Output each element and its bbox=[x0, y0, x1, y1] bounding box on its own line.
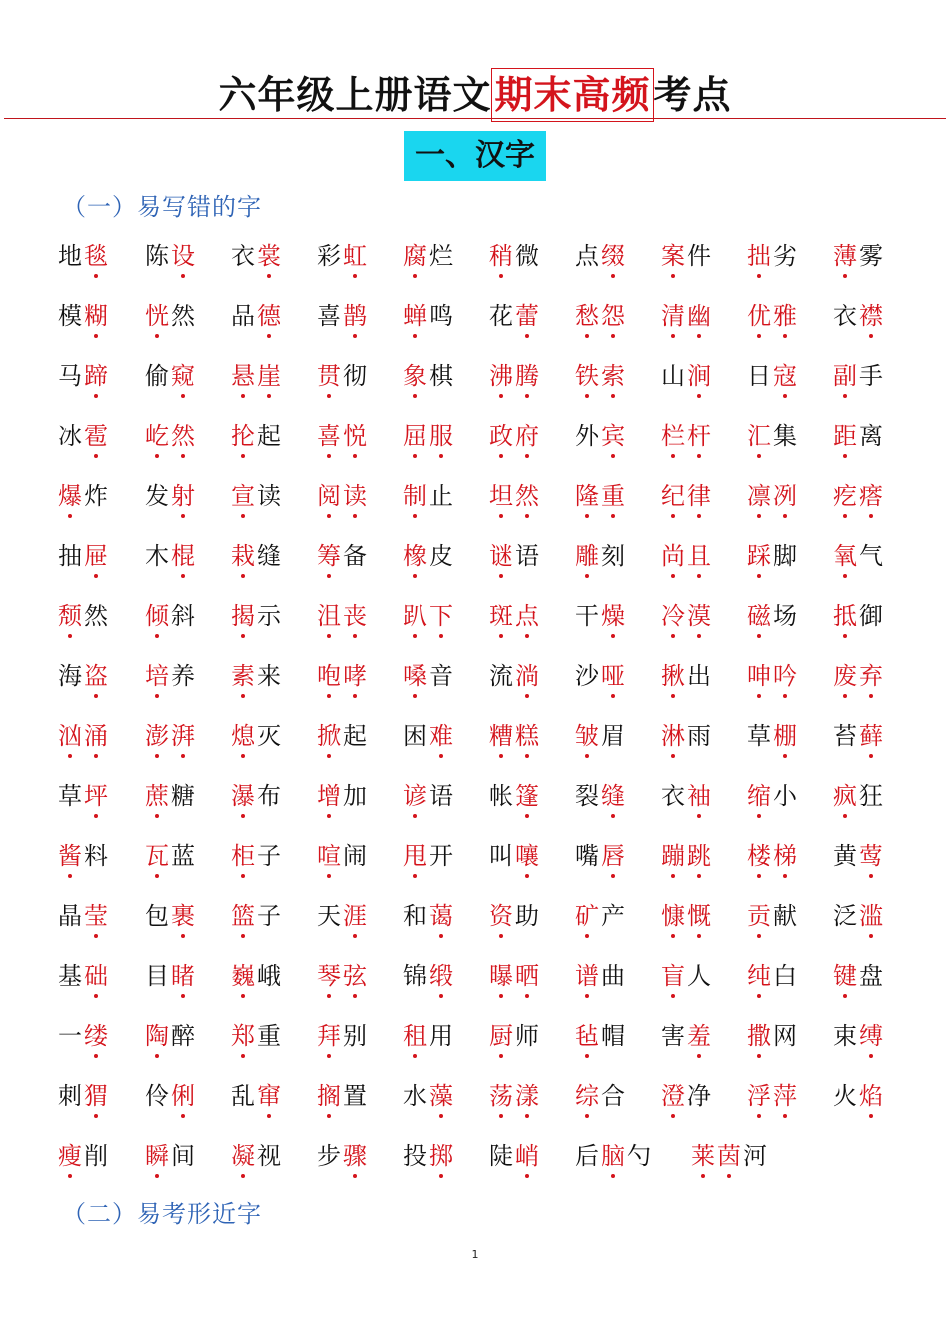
vocab-word: 偷窥 bbox=[145, 356, 197, 396]
vocab-word: 筹备 bbox=[317, 536, 369, 576]
vocab-word: 和蔼 bbox=[403, 896, 455, 936]
title-highlight: 期末高频 bbox=[491, 68, 653, 122]
vocab-word: 木棍 bbox=[145, 536, 197, 576]
vocab-word: 愁怨 bbox=[575, 296, 627, 336]
vocab-word: 嗓音 bbox=[403, 656, 455, 696]
vocab-word: 喧闹 bbox=[317, 836, 369, 876]
vocab-word: 模糊 bbox=[58, 296, 110, 336]
vocab-word: 花蕾 bbox=[489, 296, 541, 336]
vocab-word: 培养 bbox=[145, 656, 197, 696]
vocab-word: 甩开 bbox=[403, 836, 455, 876]
vocab-word: 澄净 bbox=[661, 1076, 713, 1116]
vocab-word: 刺猬 bbox=[58, 1076, 110, 1116]
vocab-word: 蔗糖 bbox=[145, 776, 197, 816]
vocab-word: 日寇 bbox=[747, 356, 799, 396]
vocab-word: 坦然 bbox=[489, 476, 541, 516]
vocab-word: 清幽 bbox=[661, 296, 713, 336]
vocab-word: 陡峭 bbox=[489, 1136, 541, 1176]
vocab-word: 谱曲 bbox=[575, 956, 627, 996]
vocab-word: 隆重 bbox=[575, 476, 627, 516]
vocab-word: 喜悦 bbox=[317, 416, 369, 456]
vocab-word: 宣读 bbox=[231, 476, 283, 516]
vocab-word: 象棋 bbox=[403, 356, 455, 396]
vocab-word: 薄雾 bbox=[833, 236, 885, 276]
vocab-word: 包裹 bbox=[145, 896, 197, 936]
vocab-word: 流淌 bbox=[489, 656, 541, 696]
vocab-word: 谜语 bbox=[489, 536, 541, 576]
vocab-word: 澎湃 bbox=[145, 716, 197, 756]
vocab-word: 冷漠 bbox=[661, 596, 713, 636]
vocab-word: 沮丧 bbox=[317, 596, 369, 636]
vocab-word: 山涧 bbox=[661, 356, 713, 396]
vocab-word: 衣裳 bbox=[231, 236, 283, 276]
vocab-word: 衣襟 bbox=[833, 296, 885, 336]
vocab-word: 抡起 bbox=[231, 416, 283, 456]
vocab-word: 苔藓 bbox=[833, 716, 885, 756]
vocab-word: 贡献 bbox=[747, 896, 799, 936]
vocab-word: 拜别 bbox=[317, 1016, 369, 1056]
vocab-word: 淋雨 bbox=[661, 716, 713, 756]
vocab-word: 汇集 bbox=[747, 416, 799, 456]
vocab-word: 泛滥 bbox=[833, 896, 885, 936]
subheading-easy-mistake: （一）易写错的字 bbox=[62, 193, 262, 221]
vocab-word: 趴下 bbox=[403, 596, 455, 636]
vocab-word: 帐篷 bbox=[489, 776, 541, 816]
vocab-word: 屈服 bbox=[403, 416, 455, 456]
vocab-word: 拙劣 bbox=[747, 236, 799, 276]
vocab-word: 斑点 bbox=[489, 596, 541, 636]
vocab-word: 瘦削 bbox=[58, 1136, 110, 1176]
vocab-word: 曝晒 bbox=[489, 956, 541, 996]
vocab-word: 抽屉 bbox=[58, 536, 110, 576]
vocab-word: 点缀 bbox=[575, 236, 627, 276]
vocab-word: 伶俐 bbox=[145, 1076, 197, 1116]
vocab-word: 草坪 bbox=[58, 776, 110, 816]
vocab-word: 汹涌 bbox=[58, 716, 110, 756]
vocab-word: 雕刻 bbox=[575, 536, 627, 576]
vocab-word: 阅读 bbox=[317, 476, 369, 516]
vocab-word: 酱料 bbox=[58, 836, 110, 876]
vocab-word: 键盘 bbox=[833, 956, 885, 996]
vocab-word: 凝视 bbox=[231, 1136, 283, 1176]
vocab-word: 纯白 bbox=[747, 956, 799, 996]
vocab-word: 品德 bbox=[231, 296, 283, 336]
vocab-word: 瞬间 bbox=[145, 1136, 197, 1176]
vocab-word: 锦缎 bbox=[403, 956, 455, 996]
vocab-word: 厨师 bbox=[489, 1016, 541, 1056]
vocab-word: 纪律 bbox=[661, 476, 713, 516]
vocab-word: 毡帽 bbox=[575, 1016, 627, 1056]
vocab-word: 废弃 bbox=[833, 656, 885, 696]
vocab-word: 矿产 bbox=[575, 896, 627, 936]
vocab-word: 荡漾 bbox=[489, 1076, 541, 1116]
vocab-word: 糟糕 bbox=[489, 716, 541, 756]
vocab-word: 天涯 bbox=[317, 896, 369, 936]
vocab-word: 政府 bbox=[489, 416, 541, 456]
vocab-word: 郑重 bbox=[231, 1016, 283, 1056]
subheading-similar-chars: （二）易考形近字 bbox=[62, 1200, 262, 1228]
vocab-word: 副手 bbox=[833, 356, 885, 396]
vocab-word: 嘴唇 bbox=[575, 836, 627, 876]
vocab-word: 裂缝 bbox=[575, 776, 627, 816]
vocab-word: 晶莹 bbox=[58, 896, 110, 936]
vocab-word: 慷慨 bbox=[661, 896, 713, 936]
vocab-word: 发射 bbox=[145, 476, 197, 516]
vocab-word: 衣袖 bbox=[661, 776, 713, 816]
vocab-word: 氧气 bbox=[833, 536, 885, 576]
vocab-word: 马蹄 bbox=[58, 356, 110, 396]
vocab-word: 踩脚 bbox=[747, 536, 799, 576]
vocab-word: 蝉鸣 bbox=[403, 296, 455, 336]
vocab-word: 巍峨 bbox=[231, 956, 283, 996]
vocab-word: 素来 bbox=[231, 656, 283, 696]
vocab-word: 增加 bbox=[317, 776, 369, 816]
vocab-word: 基础 bbox=[58, 956, 110, 996]
vocab-word: 步骤 bbox=[317, 1136, 369, 1176]
vocab-word: 地毯 bbox=[58, 236, 110, 276]
vocab-word: 皱眉 bbox=[575, 716, 627, 756]
vocab-word: 黄莺 bbox=[833, 836, 885, 876]
vocab-word: 揪出 bbox=[661, 656, 713, 696]
vocab-word: 恍然 bbox=[145, 296, 197, 336]
vocab-word: 瀑布 bbox=[231, 776, 283, 816]
vocab-word: 磁场 bbox=[747, 596, 799, 636]
vocab-word: 制止 bbox=[403, 476, 455, 516]
section-heading: 一、汉字 bbox=[404, 131, 546, 181]
vocab-word: 咆哮 bbox=[317, 656, 369, 696]
vocab-word: 陈设 bbox=[145, 236, 197, 276]
vocab-word: 缩小 bbox=[747, 776, 799, 816]
vocab-word: 琴弦 bbox=[317, 956, 369, 996]
vocab-word: 柜子 bbox=[231, 836, 283, 876]
vocab-word: 水藻 bbox=[403, 1076, 455, 1116]
vocab-word: 后脑勺 bbox=[575, 1136, 653, 1176]
vocab-word: 陶醉 bbox=[145, 1016, 197, 1056]
vocab-word: 束缚 bbox=[833, 1016, 885, 1056]
vocab-word: 凛冽 bbox=[747, 476, 799, 516]
vocab-word: 呻吟 bbox=[747, 656, 799, 696]
vocab-word: 草棚 bbox=[747, 716, 799, 756]
vocab-word: 距离 bbox=[833, 416, 885, 456]
vocab-word: 干燥 bbox=[575, 596, 627, 636]
vocab-word: 贯彻 bbox=[317, 356, 369, 396]
vocab-word: 稍微 bbox=[489, 236, 541, 276]
vocab-word: 尚且 bbox=[661, 536, 713, 576]
vocab-word: 困难 bbox=[403, 716, 455, 756]
vocab-word: 屹然 bbox=[145, 416, 197, 456]
vocab-word: 抵御 bbox=[833, 596, 885, 636]
vocab-word: 倾斜 bbox=[145, 596, 197, 636]
vocab-word: 搁置 bbox=[317, 1076, 369, 1116]
vocab-word: 一缕 bbox=[58, 1016, 110, 1056]
vocab-word: 资助 bbox=[489, 896, 541, 936]
vocab-word: 铁索 bbox=[575, 356, 627, 396]
vocab-word: 篮子 bbox=[231, 896, 283, 936]
title-post: 考点 bbox=[653, 73, 732, 117]
vocab-word: 蹦跳 bbox=[661, 836, 713, 876]
vocab-word: 火焰 bbox=[833, 1076, 885, 1116]
vocab-word: 投掷 bbox=[403, 1136, 455, 1176]
vocab-word: 楼梯 bbox=[747, 836, 799, 876]
vocab-word: 目睹 bbox=[145, 956, 197, 996]
vocab-word: 叫嚷 bbox=[489, 836, 541, 876]
vocab-word: 熄灭 bbox=[231, 716, 283, 756]
vocab-word: 爆炸 bbox=[58, 476, 110, 516]
vocab-word: 栽缝 bbox=[231, 536, 283, 576]
vocab-word: 租用 bbox=[403, 1016, 455, 1056]
vocab-word: 栏杆 bbox=[661, 416, 713, 456]
vocab-word: 谚语 bbox=[403, 776, 455, 816]
vocab-word: 综合 bbox=[575, 1076, 627, 1116]
vocab-word: 莱茵河 bbox=[691, 1136, 769, 1176]
vocab-word: 沙哑 bbox=[575, 656, 627, 696]
vocab-word: 喜鹊 bbox=[317, 296, 369, 336]
vocab-word: 海盗 bbox=[58, 656, 110, 696]
vocab-word: 疙瘩 bbox=[833, 476, 885, 516]
vocab-word: 悬崖 bbox=[231, 356, 283, 396]
vocab-word: 外宾 bbox=[575, 416, 627, 456]
vocab-word: 颓然 bbox=[58, 596, 110, 636]
vocab-word: 乱窜 bbox=[231, 1076, 283, 1116]
vocab-word: 彩虹 bbox=[317, 236, 369, 276]
vocab-word: 揭示 bbox=[231, 596, 283, 636]
vocab-word: 掀起 bbox=[317, 716, 369, 756]
vocab-word: 瓦蓝 bbox=[145, 836, 197, 876]
vocab-word: 优雅 bbox=[747, 296, 799, 336]
page-number: 1 bbox=[471, 1248, 479, 1261]
vocab-word: 橡皮 bbox=[403, 536, 455, 576]
vocab-word: 浮萍 bbox=[747, 1076, 799, 1116]
title-pre: 六年级上册语文 bbox=[218, 73, 492, 117]
vocab-word: 腐烂 bbox=[403, 236, 455, 276]
vocab-word: 案件 bbox=[661, 236, 713, 276]
vocab-word: 疯狂 bbox=[833, 776, 885, 816]
vocab-word: 沸腾 bbox=[489, 356, 541, 396]
vocab-word: 冰雹 bbox=[58, 416, 110, 456]
vocab-word: 撒网 bbox=[747, 1016, 799, 1056]
vocab-word: 盲人 bbox=[661, 956, 713, 996]
vocab-word: 害羞 bbox=[661, 1016, 713, 1056]
